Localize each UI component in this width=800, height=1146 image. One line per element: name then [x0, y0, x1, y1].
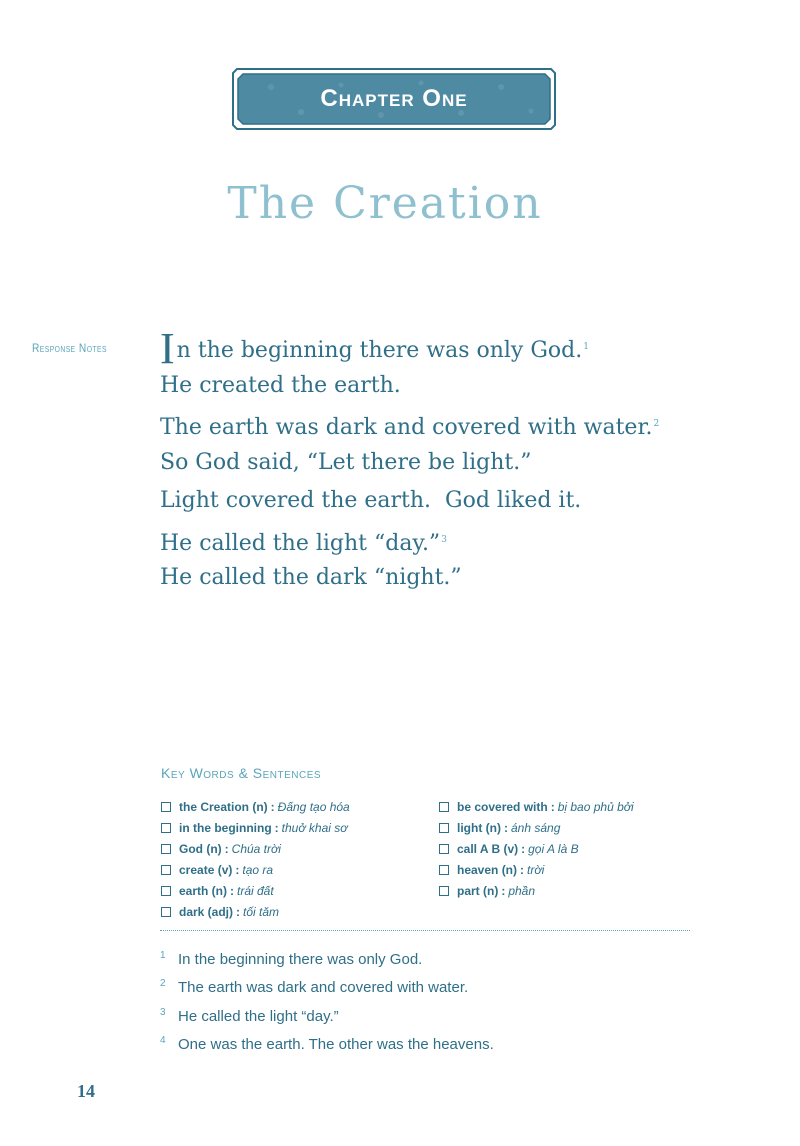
footnote	[160, 1031, 494, 1060]
checkbox[interactable]	[439, 865, 449, 875]
key-word-term: dark (adj)	[179, 904, 234, 919]
footnote-text: He called the light “day.”	[178, 1007, 339, 1025]
separator: :	[236, 904, 241, 919]
key-word-term: heaven (n)	[457, 862, 518, 877]
key-word-term: call A B (v)	[457, 841, 519, 856]
key-word-item	[439, 859, 634, 880]
page-title: The Creation	[227, 178, 543, 229]
separator: :	[503, 820, 508, 835]
key-word-item	[161, 817, 350, 838]
poem-line-text: Light covered the earth. God liked it.	[160, 488, 582, 513]
footnotes	[160, 945, 494, 1059]
separator: :	[521, 841, 526, 856]
footnote-marker: 3	[441, 534, 447, 545]
key-word-item	[161, 880, 350, 901]
footnote-number: 1	[160, 949, 166, 961]
key-words-left-column	[161, 796, 350, 922]
checkbox[interactable]	[161, 886, 171, 896]
checkbox[interactable]	[161, 844, 171, 854]
footnote	[160, 945, 494, 974]
key-word-term: in the beginning	[179, 820, 272, 835]
key-word-definition: bị bao phủ bởi	[557, 799, 634, 814]
key-word-definition: trời	[527, 862, 545, 877]
key-word-definition: thuở khai sơ	[281, 820, 348, 835]
dotted-divider	[160, 930, 690, 931]
key-word-term: earth (n)	[179, 883, 227, 898]
poem-line	[160, 521, 760, 560]
footnote-marker: 2	[653, 419, 660, 429]
poem-line-text: n the beginning there was only God.	[176, 338, 583, 363]
poem-line	[160, 405, 760, 444]
footnote-number: 4	[160, 1035, 166, 1047]
poem-line-text: The earth was dark and covered with water.	[160, 415, 653, 440]
poem-line	[160, 559, 760, 598]
key-word-item	[439, 838, 634, 859]
footnote-text: In the beginning there was only God.	[178, 950, 423, 968]
key-word-definition: phần	[508, 883, 536, 898]
footnote-marker: 1	[583, 342, 589, 352]
checkbox[interactable]	[161, 823, 171, 833]
separator: :	[501, 883, 506, 898]
key-word-item	[439, 880, 634, 901]
key-word-definition: tạo ra	[242, 862, 274, 877]
drop-cap: I	[160, 324, 175, 373]
chapter-banner	[231, 67, 557, 131]
checkbox[interactable]	[439, 802, 449, 812]
separator: :	[224, 841, 229, 856]
poem-line	[160, 367, 760, 406]
key-word-term: part (n)	[457, 883, 499, 898]
separator: :	[274, 820, 279, 835]
footnote-text: The earth was dark and covered with water.	[178, 979, 469, 997]
key-word-term: God (n)	[179, 841, 222, 856]
key-word-definition: trái đất	[237, 883, 274, 898]
key-word-definition: Đấng tạo hóa	[277, 799, 350, 814]
page-number: 14	[77, 1081, 95, 1101]
key-words-right-column	[439, 796, 634, 901]
checkbox[interactable]	[161, 907, 171, 917]
key-word-item	[161, 859, 350, 880]
footnote-number: 2	[160, 978, 166, 990]
footnote-number: 3	[160, 1006, 166, 1018]
key-word-definition: ánh sáng	[510, 820, 561, 835]
poem-line-text: He created the earth.	[160, 372, 401, 398]
poem-line	[160, 482, 760, 521]
chapter-label: Chapter One	[320, 85, 468, 112]
checkbox[interactable]	[439, 886, 449, 896]
response-notes-label: Response Notes	[32, 341, 107, 355]
poem-line	[160, 444, 760, 483]
separator: :	[235, 862, 240, 877]
footnote	[160, 1002, 494, 1031]
key-word-definition: tối tăm	[243, 904, 280, 919]
separator: :	[230, 883, 234, 898]
key-word-term: light (n)	[457, 820, 501, 835]
poem-line-text: So God said, “Let there be light.”	[160, 449, 532, 475]
key-word-term: be covered with	[457, 799, 548, 814]
poem	[160, 324, 760, 598]
checkbox[interactable]	[439, 823, 449, 833]
key-word-item	[161, 901, 350, 922]
key-word-term: the Creation (n)	[179, 799, 268, 814]
poem-line	[160, 324, 760, 373]
key-word-item	[439, 796, 634, 817]
key-word-item	[439, 817, 634, 838]
key-word-definition: Chúa trời	[231, 841, 281, 856]
separator: :	[520, 862, 525, 877]
separator: :	[550, 799, 555, 814]
key-word-item	[161, 838, 350, 859]
key-word-term: create (v)	[179, 862, 233, 877]
footnote	[160, 974, 494, 1003]
footnote-text: One was the earth. The other was the heavens.	[178, 1036, 494, 1054]
checkbox[interactable]	[439, 844, 449, 854]
separator: :	[270, 799, 275, 814]
checkbox[interactable]	[161, 802, 171, 812]
poem-line-text: He called the dark “night.”	[160, 565, 462, 590]
key-words-title: Key Words & Sentences	[161, 765, 322, 781]
checkbox[interactable]	[161, 865, 171, 875]
poem-line-text: He called the light “day.”	[160, 530, 441, 556]
key-word-definition: gọi A là B	[528, 841, 579, 856]
key-word-item	[161, 796, 350, 817]
